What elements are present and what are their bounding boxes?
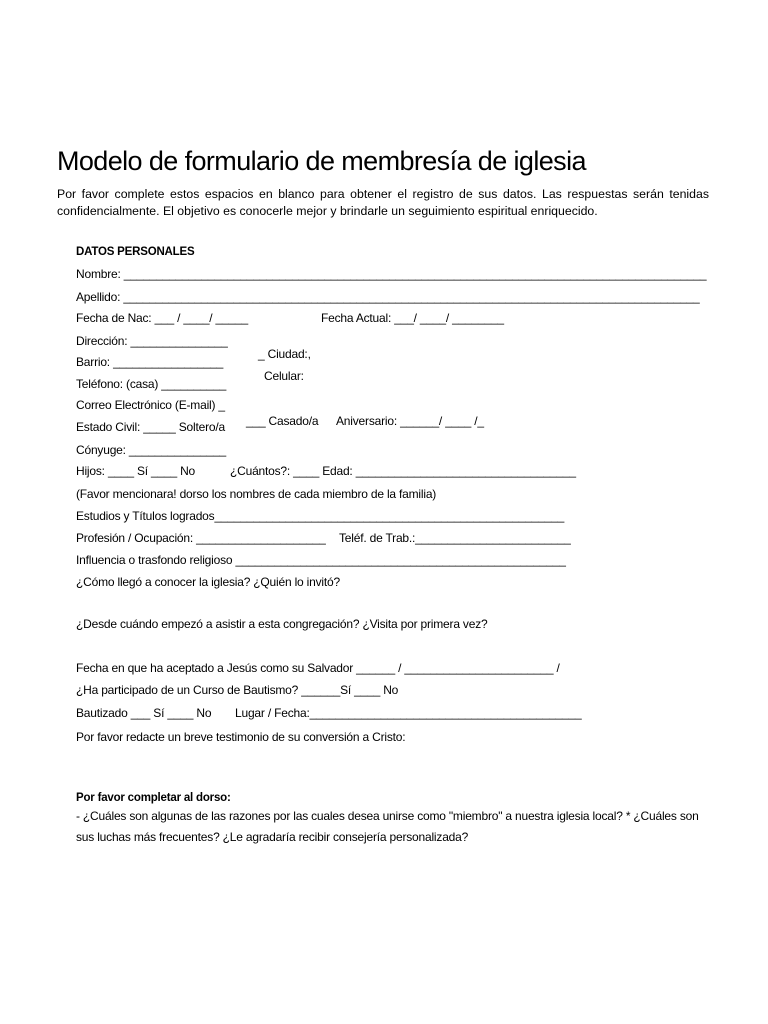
field-aniversario[interactable]: Aniversario: ______/ ____ /_ [336, 414, 484, 428]
dorso-heading: Por favor completar al dorso: [76, 792, 231, 804]
field-hijos[interactable]: Hijos: ____ Sí ____ No [76, 464, 196, 478]
field-estudios[interactable]: Estudios y Títulos logrados______________________________________________________ [76, 509, 565, 523]
field-ciudad[interactable]: _ Ciudad:, [258, 347, 311, 361]
intro-paragraph [57, 186, 709, 220]
note-favor-mencionar: (Favor mencionara! dorso los nombres de cada miembro de la familia) [76, 487, 437, 501]
page-title: Modelo de formulario de membresía de iglesia [57, 146, 586, 176]
field-conyuge[interactable]: Cónyuge: _______________ [76, 443, 227, 457]
field-casado[interactable]: ___ Casado/a [246, 414, 319, 428]
section-heading-datos-personales: DATOS PERSONALES [76, 246, 195, 258]
intro-line-1: Por favor complete estos espacios en blanco para obtener el registro de sus datos. Las respuestas serán tenidas [57, 187, 709, 201]
field-fecha-actual[interactable]: Fecha Actual: ___/ ____/ ________ [321, 311, 504, 325]
field-barrio[interactable]: Barrio: _________________ [76, 355, 224, 369]
field-apellido[interactable]: Apellido: _________________________________________________________________________________________ [76, 290, 700, 304]
field-lugar-fecha[interactable]: Lugar / Fecha:__________________________________________ [235, 706, 582, 720]
question-como-llego[interactable]: ¿Cómo llegó a conocer la iglesia? ¿Quién lo invitó? [76, 575, 340, 589]
field-direccion[interactable]: Dirección: _______________ [76, 334, 228, 348]
intro-line-2: confidencialmente. El objetivo es conocerle mejor y brindarle un seguimiento espiritual enriquecido. [57, 204, 598, 218]
field-profesion[interactable]: Profesión / Ocupación: ____________________ [76, 531, 326, 545]
field-celular[interactable]: Celular: [264, 369, 304, 383]
field-cuantos-edad[interactable]: ¿Cuántos?: ____ Edad: __________________________________ [230, 464, 576, 478]
field-telefono[interactable]: Teléfono: (casa) __________ [76, 377, 227, 391]
field-fecha-nac[interactable]: Fecha de Nac: ___ / ____/ _____ [76, 311, 248, 325]
dorso-question-line-1: - ¿Cuáles son algunas de las razones por las cuales desea unirse como "miembro" a nuestra iglesia local? * ¿Cuáles son [76, 809, 699, 823]
field-curso-bautismo[interactable]: ¿Ha participado de un Curso de Bautismo? ______Sí ____ No [76, 683, 399, 697]
field-influencia[interactable]: Influencia o trasfondo religioso ___________________________________________________ [76, 553, 566, 567]
field-estado-civil[interactable]: Estado Civil: _____ Soltero/a [76, 420, 225, 434]
field-bautizado[interactable]: Bautizado ___ Sí ____ No [76, 706, 212, 720]
field-correo[interactable]: Correo Electrónico (E-mail) _ [76, 398, 225, 412]
dorso-question-line-2: sus luchas más frecuentes? ¿Le agradaría recibir consejería personalizada? [76, 830, 469, 844]
field-nombre[interactable]: Nombre: __________________________________________________________________________________________ [76, 267, 707, 281]
field-fecha-jesus[interactable]: Fecha en que ha aceptado a Jesús como su Salvador ______ / _______________________ / [76, 661, 560, 675]
question-desde-cuando[interactable]: ¿Desde cuándo empezó a asistir a esta congregación? ¿Visita por primera vez? [76, 617, 488, 631]
field-telef-trab[interactable]: Teléf. de Trab.:________________________ [339, 531, 571, 545]
question-testimonio[interactable]: Por favor redacte un breve testimonio de su conversión a Cristo: [76, 730, 406, 744]
